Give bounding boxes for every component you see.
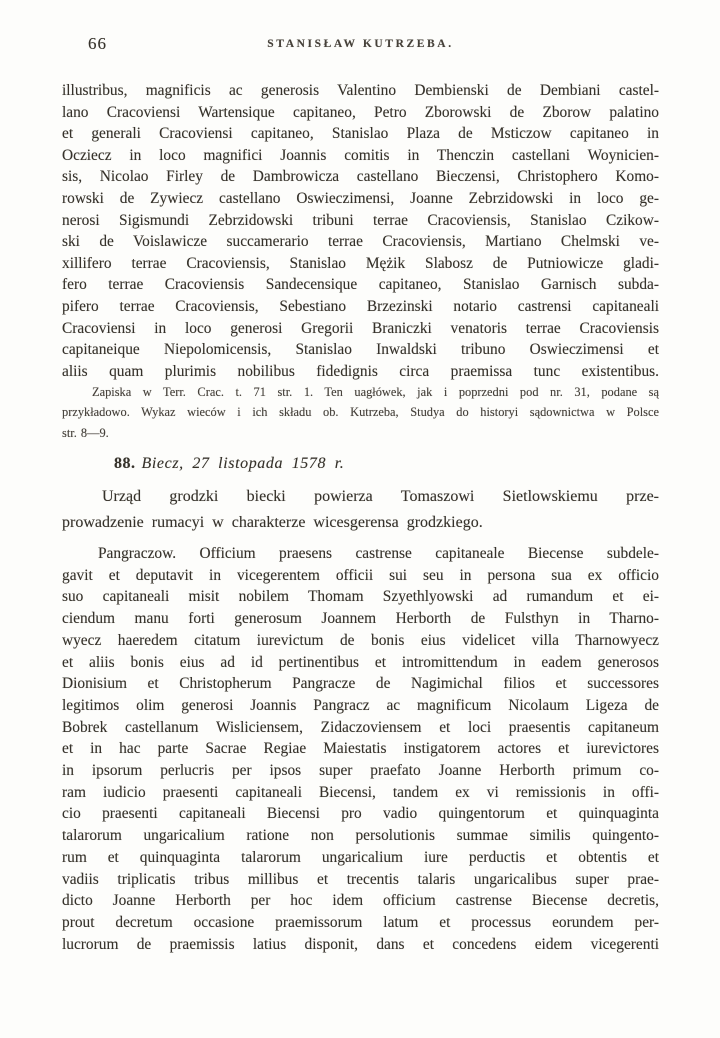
page-number: 66 [88,34,107,53]
text-line: illustribus, magnificis ac generosis Valentino Dembienski de Dembiani castel- [62,82,659,99]
entry-title: Biecz, 27 listopada 1578 r. [141,455,345,472]
text-line: xillifero terrae Cracoviensis, Stanislao Mężik Slabosz de Putniowicze gladi- [62,254,659,272]
text-line: ski de Voislawicze succamerario terrae Cracoviensis, Martiano Chelmski ve- [62,233,659,251]
text-line: Pangraczow. Officium praesens castrense capitaneale Biecense subdele- [98,545,659,562]
continuation-paragraph [62,80,659,382]
text-line: dicto Joanne Herborth per hoc idem officium castrense Biecense decretis, [62,892,659,910]
text-line: et in hac parte Sacrae Regiae Maiestatis instigatorem actores et iurevictores [62,740,659,758]
text-line: rum et quinquaginta talarorum ungaricalium iure perductis et obtentis et [62,848,659,866]
entry-body [62,543,659,955]
entry-heading [62,455,659,473]
running-title: STANISŁAW KUTRZEBA. [267,38,454,50]
page-header [62,34,659,56]
text-line: wyecz haeredem citatum iurevictum de bonis eius videlicet villa Tharnowyecz [62,631,659,649]
text-line: aliis quam plurimis nobilibus fidedignis circa praemissa tunc existentibus. [62,362,659,380]
text-line: legitimos olim generosi Joannis Pangracz ac magnificum Nicolaum Ligeza de [62,696,659,714]
footnote-line: str. 8—9. [62,425,109,440]
text-line: Cracoviensi in loco generosi Gregorii Braniczki venatoris terrae Cracoviensis [62,319,659,337]
entry-summary [62,484,659,535]
entry-number: 88. [114,455,136,472]
summary-line: Urząd grodzki biecki powierza Tomaszowi Sietlowskiemu prze- [102,488,659,505]
text-line: pifero terrae Cracoviensis, Sebestiano Brzezinski notario castrensi capitaneali [62,297,659,315]
text-line: lano Cracoviensi Wartensique capitaneo, Petro Zborowski de Zborow palatino [62,103,659,121]
text-line: sis, Nicolao Firley de Dambrowicza castellano Bieczensi, Christophero Komo- [62,168,659,186]
footnote-line: Zapiska w Terr. Crac. t. 71 str. 1. Ten uagłówek, jak i poprzedni pod nr. 31, podane są [92,385,659,399]
text-line: fero terrae Cracoviensis Sandecensique capitaneo, Stanislao Garnisch subda- [62,276,659,294]
text-line: et aliis bonis eius ad id pertinentibus et intromittendum in eadem generosos [62,653,659,671]
text-line: talarorum ungaricalium ratione non persolutionis summae similis quingento- [62,827,659,845]
footnote-line: przykładowo. Wykaz wieców i ich składu ob. Kutrzeba, Studya do historyi sądownictwa w Polsce [62,405,659,420]
text-line: ram iudicio praesenti capitaneali Biecensi, tandem ex vi remissionis in offi- [62,783,659,801]
footnote [62,382,659,443]
summary-line: prowadzenie rumacyi w charakterze wicesgerensa grodzkiego. [62,513,483,531]
text-line: nerosi Sigismundi Zebrzidowski tribuni terrae Cracoviensis, Stanislao Czikow- [62,211,659,229]
text-line: capitaneique Niepolomicensis, Stanislao Inwaldski tribuno Oswieczimensi et [62,341,659,359]
text-line: suo capitaneali misit nobilem Thomam Szyethlyowski ad rumandum et ei- [62,588,659,606]
text-line: vadiis triplicatis tribus millibus et trecentis talaris ungaricalibus super prae- [62,870,659,888]
text-line: ciendum manu forti generosum Joannem Herborth de Fulsthyn in Tharno- [62,610,659,628]
text-line: lucrorum de praemissis latius disponit, dans et concedens eidem vicegerenti [62,935,659,953]
text-line: Dionisium et Christopherum Pangracze de Nagimichal filios et successores [62,675,659,693]
text-line: Bobrek castellanum Wisliciensem, Zidaczoviensem et loci praesentis capitaneum [62,718,659,736]
text-line: Ocziecz in loco magnifici Joannis comitis in Thenczin castellani Woynicien- [62,146,659,164]
text-line: rowski de Zywiecz castellano Oswieczimensi, Joanne Zebrzidowski in loco ge- [62,189,659,207]
text-line: gavit et deputavit in vicegerentem officii sui seu in persona sua ex officio [62,566,659,584]
text-line: cio praesenti capitaneali Biecensi pro vadio quingentorum et quinquaginta [62,805,659,823]
text-line: prout decretum occasione praemissorum latum et processus eorundem per- [62,913,659,931]
text-line: in ipsorum perlucris per ipsos super praefato Joanne Herborth primum co- [62,762,659,780]
text-line: et generali Cracoviensi capitaneo, Stanislao Plaza de Msticzow capitaneo in [62,125,659,143]
